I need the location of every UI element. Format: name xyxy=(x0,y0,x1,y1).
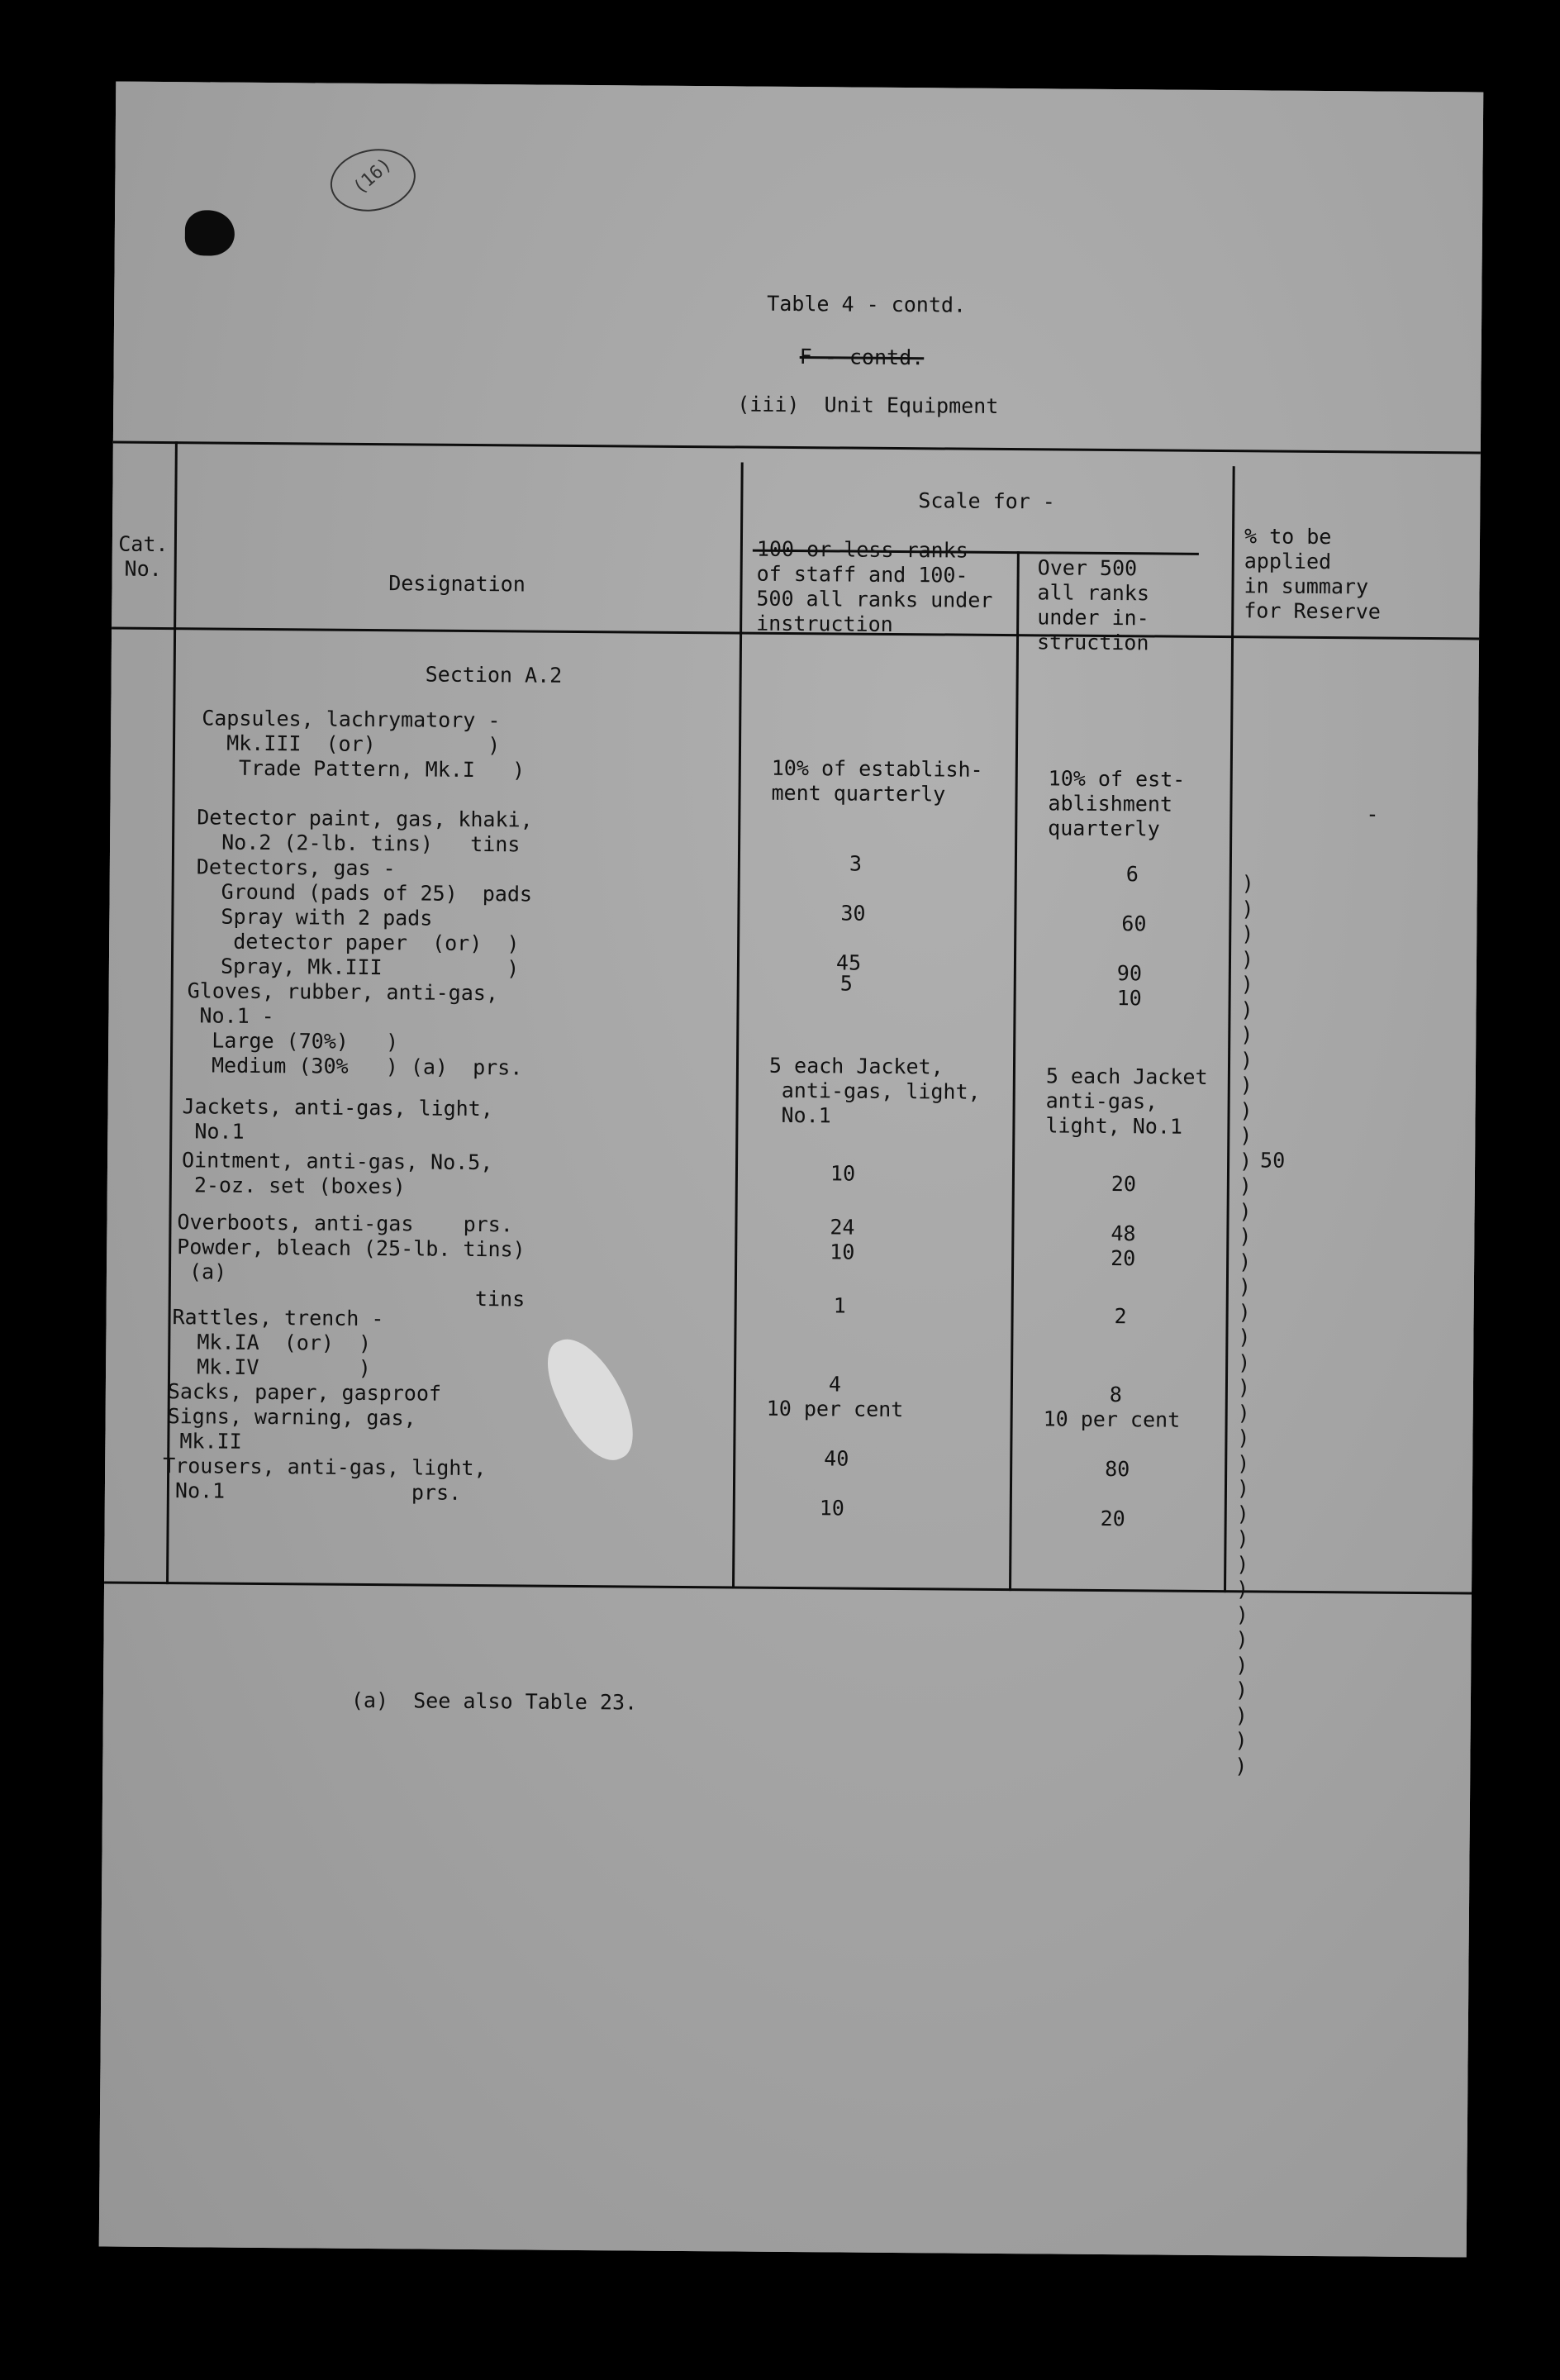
row-scale-a-signs: 10 per cent xyxy=(766,1396,904,1422)
row-designation-gloves: Gloves, rubber, anti-gas, No.1 - Large (70%) ) Medium (30% ) (a) prs. xyxy=(186,978,523,1080)
header-designation: Designation xyxy=(388,571,526,597)
row-designation-trousers: Trousers, anti-gas, light, No.1 prs. xyxy=(162,1454,487,1505)
header-scale-b: Over 500 all ranks under in- struction xyxy=(1036,555,1150,655)
document-page xyxy=(99,82,1484,2258)
row-designation-rattles: Rattles, trench - Mk.IA (or) ) Mk.IV ) xyxy=(171,1305,384,1381)
row-scale-a-detectors-ground: 30 xyxy=(840,901,866,926)
row-scale-b-trousers-extra: 20 xyxy=(1100,1506,1125,1531)
row-scale-b-signs: 10 per cent xyxy=(1043,1407,1181,1432)
row-designation-signs: Signs, warning, gas, Mk.II xyxy=(167,1404,416,1454)
row-designation-overboots: Overboots, anti-gas prs. xyxy=(177,1210,513,1237)
row-scale-a-detector-paint: 3 xyxy=(849,851,863,876)
row-scale-b-rattles: 2 xyxy=(1114,1304,1127,1329)
row-scale-a-gloves: 5 each Jacket, anti-gas, light, No.1 xyxy=(768,1053,981,1128)
table-subtitle: (iii) Unit Equipment xyxy=(737,392,999,418)
row-designation-jackets: Jackets, anti-gas, light, No.1 xyxy=(182,1094,493,1144)
row-scale-a-spray-mk3: 5 xyxy=(839,971,853,996)
header-scale-a: 100 or less ranks of staff and 100- 500 all ranks under instruction xyxy=(756,536,993,636)
row-scale-a-trousers-extra: 10 xyxy=(819,1496,845,1521)
row-scale-a-detectors-spray: 45 xyxy=(835,950,862,975)
row-scale-b-capsules: 10% of est- ablishment quarterly xyxy=(1048,766,1186,841)
header-reserve: % to be applied in summary for Reserve xyxy=(1244,524,1382,624)
folio-stamp: (16) xyxy=(325,141,421,218)
row-scale-b-sacks: 8 xyxy=(1109,1383,1123,1407)
header-scale-for: Scale for - xyxy=(918,488,1056,514)
row-scale-b-ointment: 20 xyxy=(1111,1172,1137,1197)
row-designation-ointment: Ointment, anti-gas, No.5, 2-oz. set (boxes) xyxy=(181,1148,493,1199)
row-scale-b-gloves: 5 each Jacket anti-gas, light, No.1 xyxy=(1045,1064,1208,1139)
row-designation-sacks: Sacks, paper, gasproof xyxy=(167,1379,442,1406)
row-scale-a-ointment: 10 xyxy=(830,1161,856,1186)
paper-damage xyxy=(535,1326,647,1473)
col-divider-3 xyxy=(1009,551,1020,1591)
row-designation-capsules: Capsules, lachrymatory - Mk.III (or) ) Trade Pattern, Mk.I ) xyxy=(201,706,526,783)
table-bottom-rule xyxy=(104,1581,1472,1594)
row-scale-a-powder: 10 xyxy=(830,1240,855,1264)
header-cat-no: Cat. No. xyxy=(118,531,169,581)
row-scale-b-powder: 20 xyxy=(1111,1246,1136,1271)
row-designation-detectors-ground: Detectors, gas - Ground (pads of 25) pads xyxy=(196,854,533,907)
row-scale-b-trousers: 80 xyxy=(1105,1456,1130,1482)
row-reserve-capsules: - xyxy=(1366,802,1379,826)
table-top-rule xyxy=(113,441,1481,455)
row-designation-detectors-spray: Spray with 2 pads detector paper (or) ) Spray, Mk.III ) xyxy=(195,904,520,981)
row-scale-b-detectors-spray: 90 xyxy=(1116,961,1143,986)
section-heading: Section A.2 xyxy=(425,662,563,688)
reserve-bracket: ) ) ) ) ) ) ) ) ) ) ) ) ) ) ) ) ) ) ) ) ) ) ) ) ) ) ) ) ) ) ) ) ) ) ) ) xyxy=(1234,871,1254,1778)
row-scale-b-detectors-ground: 60 xyxy=(1121,912,1147,936)
row-scale-b-spray-mk3: 10 xyxy=(1116,986,1142,1011)
row-reserve-group: 50 xyxy=(1259,1148,1286,1173)
table-title: Table 4 - contd. xyxy=(767,291,967,317)
row-scale-a-sacks: 4 xyxy=(828,1372,842,1397)
footnote: (a) See also Table 23. xyxy=(350,1687,638,1715)
row-scale-a-trousers: 40 xyxy=(824,1446,849,1471)
row-scale-b-overboots: 48 xyxy=(1111,1221,1136,1246)
row-scale-a-rattles: 1 xyxy=(833,1293,846,1318)
row-designation-powder: Powder, bleach (25-lb. tins) (a) tins xyxy=(176,1235,526,1311)
row-scale-a-overboots: 24 xyxy=(830,1215,855,1240)
struck-heading: F - contd. xyxy=(799,345,925,370)
row-scale-b-detector-paint: 6 xyxy=(1125,862,1139,887)
row-designation-detector-paint: Detector paint, gas, khaki, No.2 (2-lb. tins) tins xyxy=(196,805,533,857)
row-scale-a-capsules: 10% of establish- ment quarterly xyxy=(771,755,983,807)
ink-blot xyxy=(185,210,235,255)
